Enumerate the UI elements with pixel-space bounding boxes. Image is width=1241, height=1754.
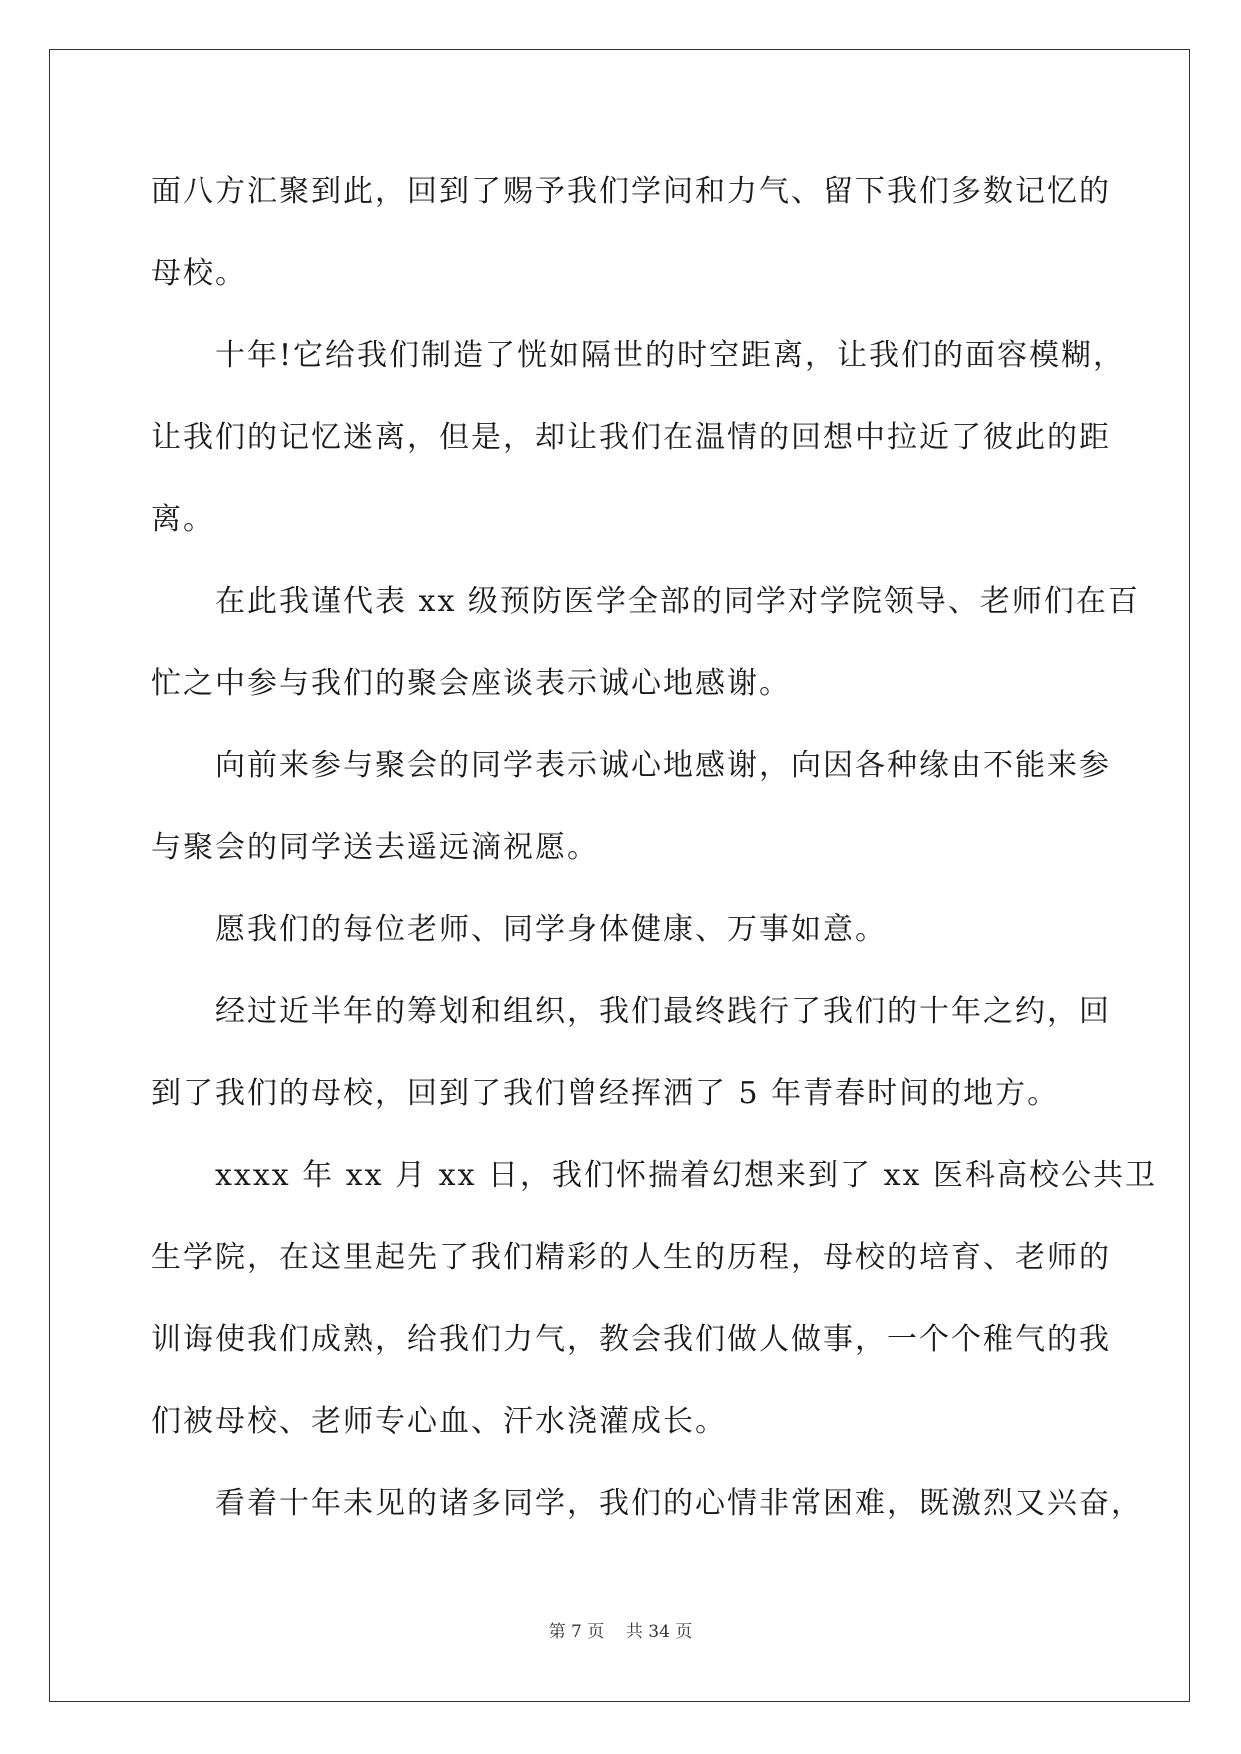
text-line: 愿我们的每位老师、同学身体健康、万事如意。	[215, 912, 887, 947]
text-line: 看着十年未见的诸多同学，我们的心情非常困难，既激烈又兴奋，	[215, 1486, 1143, 1521]
text-line: 让我们的记忆迷离，但是，却让我们在温情的回想中拉近了彼此的距	[151, 420, 1111, 455]
text-line: 生学院，在这里起先了我们精彩的人生的历程，母校的培育、老师的	[151, 1240, 1111, 1275]
text-line: 面八方汇聚到此，回到了赐予我们学问和力气、留下我们多数记忆的	[151, 174, 1111, 209]
text-line: 向前来参与聚会的同学表示诚心地感谢，向因各种缘由不能来参	[215, 748, 1111, 783]
text-line: 在此我谨代表 xx 级预防医学全部的同学对学院领导、老师们在百	[215, 584, 1140, 619]
page-footer	[0, 1617, 1241, 1642]
text-line: 经过近半年的筹划和组织，我们最终践行了我们的十年之约，回	[215, 994, 1111, 1029]
text-line: 与聚会的同学送去遥远滴祝愿。	[151, 830, 599, 865]
text-line: 离。	[151, 502, 215, 537]
text-line: 训诲使我们成熟，给我们力气，教会我们做人做事，一个个稚气的我	[151, 1322, 1111, 1357]
page-total: 共 34 页	[625, 1622, 693, 1642]
text-line: 母校。	[151, 256, 247, 291]
text-line: 到了我们的母校，回到了我们曾经挥洒了 5 年青春时间的地方。	[151, 1076, 1060, 1111]
text-line: 忙之中参与我们的聚会座谈表示诚心地感谢。	[151, 666, 791, 701]
text-line: 们被母校、老师专心血、汗水浇灌成长。	[151, 1404, 727, 1439]
text-line: 十年!它给我们制造了恍如隔世的时空距离，让我们的面容模糊，	[215, 338, 1126, 373]
page-number: 第 7 页	[548, 1622, 605, 1642]
text-line: xxxx 年 xx 月 xx 日，我们怀揣着幻想来到了 xx 医科高校公共卫	[215, 1158, 1157, 1193]
document-body	[151, 158, 1157, 1552]
